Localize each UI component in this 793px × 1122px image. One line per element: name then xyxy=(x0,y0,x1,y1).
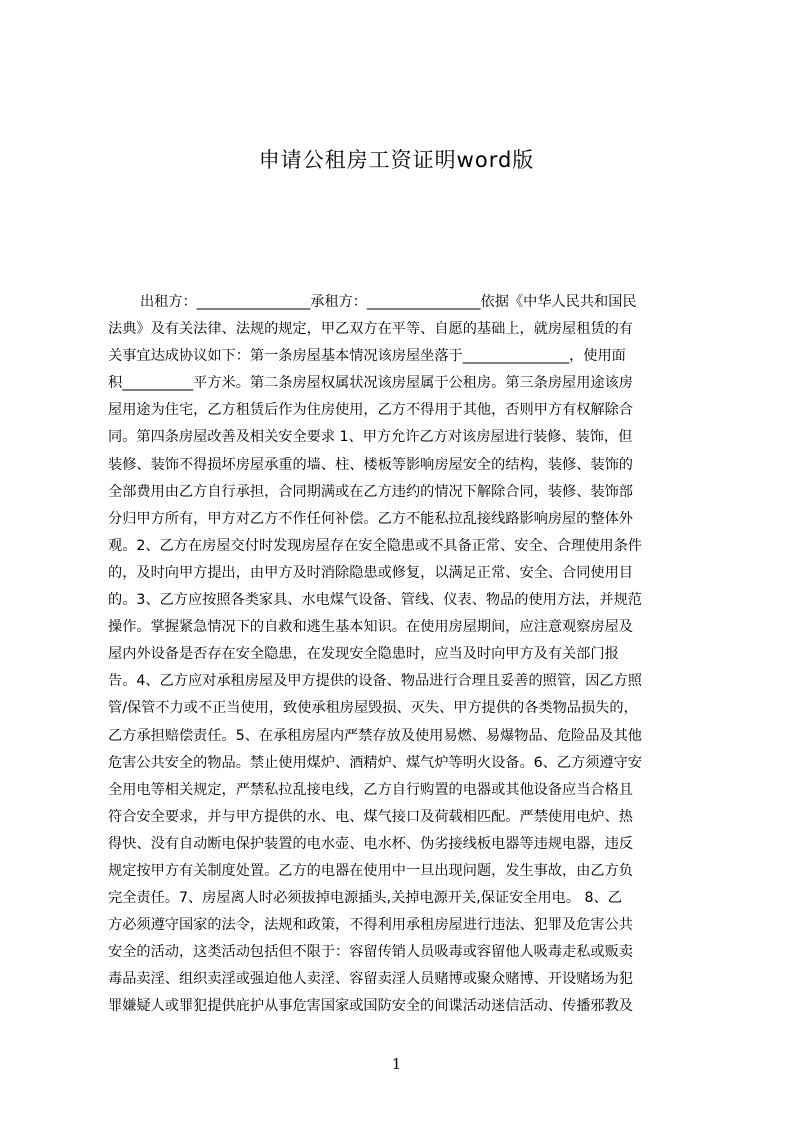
body-line: 毒品卖淫、组织卖淫或强迫他人卖淫、容留卖淫人员赌博或聚众赌博、开设赌场为犯 xyxy=(108,971,633,988)
document-body xyxy=(108,289,698,1021)
body-line: 符合安全要求，并与甲方提供的水、电、煤气接口及荷载相匹配。严禁使用电炉、热 xyxy=(108,808,633,825)
body-line: 方必须遵守国家的法令，法规和政策，不得利用承租房屋进行违法、犯罪及危害公共 xyxy=(108,917,633,934)
body-line: 的。3、乙方应按照各类家具、水电煤气设备、管线、仪表、物品的使用方法，并规范 xyxy=(108,592,642,609)
body-line: 操作。掌握紧急情况下的自救和逃生基本知识。在使用房屋期间，应注意观察房屋及 xyxy=(108,619,633,636)
body-line: 屋内外设备是否存在安全隐患，在发现安全隐患时，应当及时向甲方及有关部门报 xyxy=(108,646,619,663)
body-line: 积__________平方米。第二条房屋权属状况该房屋属于公租房。第三条房屋用途该房 xyxy=(108,375,633,392)
body-line: 全用电等相关规定，严禁私拉乱接电线，乙方自行购置的电器或其他设备应当合格且 xyxy=(108,781,633,798)
body-line: 法典》及有关法律、法规的规定，甲乙双方在平等、自愿的基础上，就房屋租赁的有 xyxy=(108,321,633,338)
body-line: 规定按甲方有关制度处置。乙方的电器在使用中一旦出现问题，发生事故，由乙方负 xyxy=(108,862,633,879)
body-line: 出租方：________________承租方：________________依据《中华人民共和国民 xyxy=(140,294,637,310)
body-line: 全部费用由乙方自行承担，合同期满或在乙方违约的情况下解除合同，装修、装饰部 xyxy=(108,483,633,500)
body-line: 屋用途为住宅，乙方租赁后作为住房使用，乙方不得用于其他，否则甲方有权解除合 xyxy=(108,402,633,419)
body-line: 装修、装饰不得损坏房屋承重的墙、柱、楼板等影响房屋安全的结构，装修、装饰的 xyxy=(108,456,633,473)
body-line: 安全的活动，这类活动包括但不限于：容留传销人员吸毒或容留他人吸毒走私或贩卖 xyxy=(108,944,633,961)
page-number: 1 xyxy=(391,1055,402,1073)
body-line: 的，及时向甲方提出，由甲方及时消除隐患或修复，以满足正常、安全、合同使用目 xyxy=(108,564,633,581)
document-title: 申请公租房工资证明word版 xyxy=(258,148,535,172)
body-line: 罪嫌疑人或罪犯提供庇护从事危害国家或国防安全的间谍活动迷信活动、传播邪教及 xyxy=(108,998,633,1015)
body-line: 完全责任。7、房屋离人时必须拔掉电源插头,关掉电源开关,保证安全用电。 8、乙 xyxy=(108,890,622,907)
body-line: 管/保管不力或不正当使用，致使承租房屋毁损、灭失、甲方提供的各类物品损失的， xyxy=(108,700,638,717)
body-line: 得快、没有自动断电保护装置的电水壶、电水杯、伪劣接线板电器等违规电器，违反 xyxy=(108,835,633,852)
body-line: 关事宜达成协议如下：第一条房屋基本情况该房屋坐落于_______________，使用面 xyxy=(108,348,626,365)
body-line: 危害公共安全的物品。禁止使用煤炉、酒精炉、煤气炉等明火设备。6、乙方须遵守安 xyxy=(108,754,642,771)
body-line: 观。2、乙方在房屋交付时发现房屋存在安全隐患或不具备正常、安全、合理使用条件 xyxy=(108,537,642,554)
body-line: 分归甲方所有，甲方对乙方不作任何补偿。乙方不能私拉乱接线路影响房屋的整体外 xyxy=(108,510,633,527)
body-line: 乙方承担赔偿责任。5、在承租房屋内严禁存放及使用易燃、易爆物品、危险品及其他 xyxy=(108,727,642,744)
body-line: 告。4、乙方应对承租房屋及甲方提供的设备、物品进行合理且妥善的照管，因乙方照 xyxy=(108,673,642,690)
body-line: 同。第四条房屋改善及相关安全要求 1、甲方允许乙方对该房屋进行装修、装饰，但 xyxy=(108,429,633,446)
